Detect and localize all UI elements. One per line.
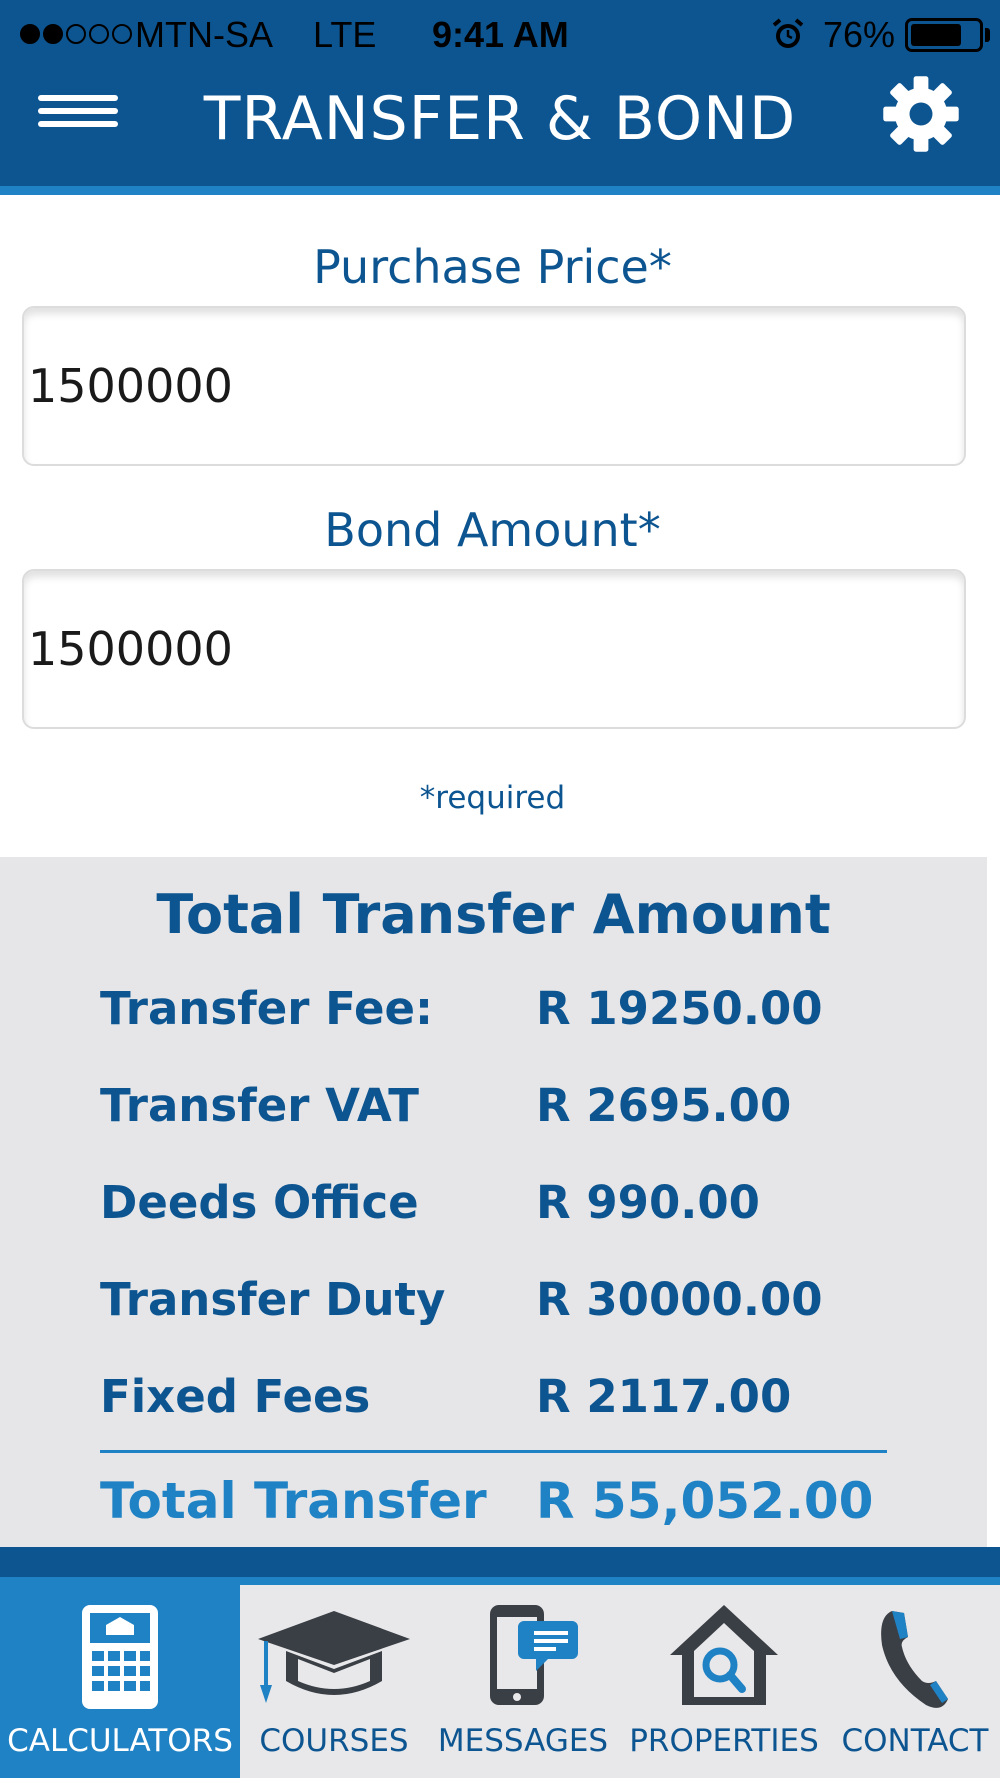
- signal-dot: [20, 24, 40, 44]
- battery-tip: [985, 28, 990, 42]
- result-label: Transfer Duty: [100, 1273, 446, 1326]
- bond-amount-input[interactable]: [24, 571, 964, 727]
- result-row: [100, 1273, 900, 1333]
- phone-message-icon: [428, 1599, 618, 1719]
- purchase-price-field[interactable]: [22, 306, 966, 466]
- signal-dot: [112, 24, 132, 44]
- nav-item-contact[interactable]: [830, 1585, 1000, 1778]
- nav-item-calculators[interactable]: [0, 1585, 240, 1778]
- status-bar: [0, 0, 1000, 70]
- total-row: [100, 1472, 900, 1532]
- result-value: R 30000.00: [536, 1273, 823, 1326]
- phone-icon: [830, 1599, 1000, 1719]
- calculator-icon: [0, 1599, 240, 1719]
- status-time: 9:41 AM: [432, 14, 569, 55]
- hamburger-menu-icon[interactable]: [38, 95, 118, 133]
- result-row: [100, 1370, 900, 1430]
- result-value: R 990.00: [536, 1176, 760, 1229]
- required-note: *required: [419, 780, 566, 816]
- nav-item-properties[interactable]: [618, 1585, 830, 1778]
- page-title: TRANSFER & BOND: [203, 84, 797, 154]
- nav-accent-stripe: [0, 1577, 1000, 1585]
- gear-icon[interactable]: [880, 73, 962, 155]
- alarm-clock-icon: [770, 16, 806, 52]
- signal-strength-icon: [20, 24, 132, 44]
- purchase-price-label: Purchase Price*: [313, 240, 672, 294]
- result-value: R 2117.00: [536, 1370, 792, 1423]
- results-title: Total Transfer Amount: [156, 883, 831, 946]
- battery-icon: [905, 18, 983, 52]
- total-value: R 55,052.00: [536, 1472, 874, 1530]
- bottom-nav: [0, 1585, 1000, 1778]
- house-search-icon: [618, 1599, 830, 1719]
- signal-dot: [43, 24, 63, 44]
- total-divider: [100, 1450, 887, 1453]
- result-value: R 19250.00: [536, 982, 823, 1035]
- signal-dot: [66, 24, 86, 44]
- app-header: [0, 0, 1000, 195]
- nav-item-messages[interactable]: [428, 1585, 618, 1778]
- network-type: LTE: [313, 14, 377, 55]
- nav-label: MESSAGES: [437, 1723, 609, 1759]
- battery-level: [911, 24, 961, 46]
- bond-amount-field[interactable]: [22, 569, 966, 729]
- graduation-cap-icon: [240, 1599, 428, 1719]
- nav-label: COURSES: [259, 1723, 409, 1759]
- bond-amount-label: Bond Amount*: [324, 503, 661, 557]
- result-label: Fixed Fees: [100, 1370, 371, 1423]
- total-label: Total Transfer: [100, 1472, 487, 1530]
- result-row: [100, 982, 900, 1042]
- signal-dot: [89, 24, 109, 44]
- result-label: Deeds Office: [100, 1176, 419, 1229]
- result-label: Transfer VAT: [100, 1079, 419, 1132]
- result-row: [100, 1176, 900, 1236]
- purchase-price-input[interactable]: [24, 308, 964, 464]
- nav-label: PROPERTIES: [629, 1723, 819, 1759]
- carrier-name: MTN-SA: [135, 14, 273, 55]
- result-row: [100, 1079, 900, 1139]
- result-label: Transfer Fee:: [100, 982, 434, 1035]
- nav-label: CALCULATORS: [7, 1723, 233, 1759]
- battery-percent: 76%: [823, 14, 896, 55]
- results-panel: [0, 857, 987, 1547]
- nav-label: CONTACT: [841, 1723, 989, 1759]
- result-value: R 2695.00: [536, 1079, 792, 1132]
- header-accent-stripe: [0, 186, 1000, 195]
- nav-item-courses[interactable]: [240, 1585, 428, 1778]
